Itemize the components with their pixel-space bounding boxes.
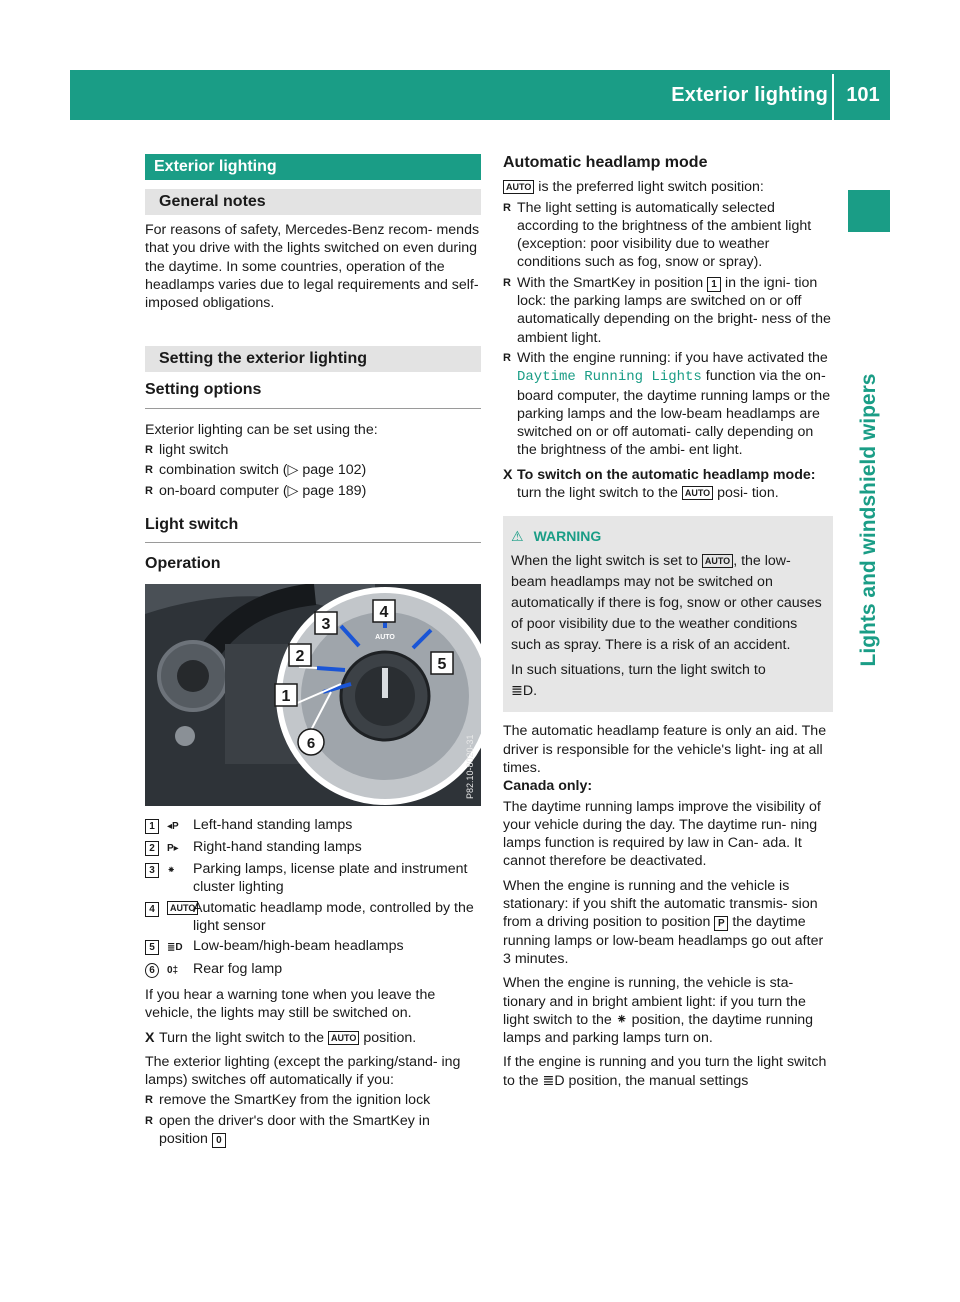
instruction-step: X Turn the light switch to the AUTO position.	[145, 1029, 481, 1047]
legend-row	[145, 860, 481, 897]
right-column	[503, 154, 833, 1090]
setting-options-heading: Setting options	[145, 381, 481, 408]
general-notes-text: For reasons of safety, Mercedes-Benz recom- mends that you drive with the lights switched on even during the daytime. In some countries, operation of the headlamps varies due to legal requirements and self-imposed obligations.	[145, 222, 480, 312]
low-beam-icon: ≣D	[167, 942, 183, 954]
legend-row	[145, 960, 481, 980]
light-switch-heading: Light switch	[145, 516, 481, 543]
warning-tone-text: If you hear a warning tone when you leave the vehicle, the lights may still be switched on.	[145, 986, 436, 1022]
canada-text: When the engine is running and the vehicle is stationary: if you shift the automatic transmis- sion from a driving position to position P the daytime running lamps or low-beam headlamps go out after 3 minutes.	[503, 877, 824, 967]
auto-off-text: The exterior lighting (except the parking/stand- ing lamps) switches off automatically if you:	[145, 1053, 461, 1089]
legend-text: Parking lamps, license plate and instrument cluster lighting	[193, 861, 468, 896]
callout-5: 5	[437, 655, 447, 673]
auto-intro: AUTO is the preferred light switch position:	[503, 178, 833, 196]
canada-text: The daytime running lamps improve the visibility of your vehicle during the day. The daytime run- ning lamps function is required by law in Can- ada. It cannot therefore be deactivated.	[503, 798, 821, 870]
legend-row	[145, 937, 481, 957]
daytime-running-lights-link[interactable]: Daytime Running Lights	[517, 369, 702, 386]
list-item: R light switch	[145, 441, 481, 459]
auto-headlamp-heading: Automatic headlamp mode	[503, 154, 708, 171]
position-one-badge: 1	[707, 277, 721, 292]
section-title: Exterior lighting	[145, 154, 481, 180]
callout-2: 2	[295, 647, 305, 665]
auto-icon: AUTO	[328, 1031, 359, 1045]
low-beam-icon: ≣D	[511, 683, 534, 700]
canada-text: If the engine is running and you turn the light switch to the ≣D position, the manual settings	[503, 1054, 827, 1089]
warning-title: ⚠ WARNING	[511, 526, 825, 547]
general-notes-heading: General notes	[145, 189, 481, 215]
page-header-title: Exterior lighting	[671, 84, 828, 106]
parking-lamp-icon: ⁕	[615, 1011, 628, 1028]
warning-text: In such situations, turn the light switch to ≣D.	[511, 662, 766, 700]
legend-row	[145, 816, 481, 836]
auto-headlamp-icon: AUTO	[167, 899, 193, 936]
side-tab	[848, 240, 890, 800]
instruction-step: X To switch on the automatic headlamp mode: turn the light switch to the AUTO posi- tion.	[503, 466, 833, 503]
legend-text: Left-hand standing lamps	[193, 816, 353, 833]
legend-number: 1	[145, 819, 159, 834]
legend-number: 6	[145, 963, 159, 978]
list-item: R on-board computer (▷ page 189)	[145, 482, 481, 500]
aid-text: The automatic headlamp feature is only an aid. The driver is responsible for the vehicle's light- ing at all times.	[503, 723, 827, 776]
parking-lamp-icon: ⁕	[167, 865, 176, 877]
right-standing-lamp-icon: P▸	[167, 842, 179, 854]
warning-triangle-icon: ⚠	[511, 528, 524, 545]
auto-icon: AUTO	[503, 180, 534, 194]
legend-row	[145, 838, 481, 858]
callout-4: 4	[379, 603, 389, 621]
left-standing-lamp-icon: ◂P	[167, 820, 179, 832]
light-switch-figure	[145, 584, 481, 806]
side-tab-label: Lights and windshield wipers	[857, 373, 880, 667]
legend-number: 2	[145, 841, 159, 856]
warning-box	[503, 516, 833, 712]
auto-icon: AUTO	[682, 486, 713, 500]
position-p-badge: P	[714, 916, 728, 931]
canada-heading: Canada only:	[503, 778, 593, 795]
left-column	[145, 154, 481, 1148]
list-item: R With the SmartKey in position 1 in the igni- tion lock: the parking lamps are switched on or off automatically depending on the bright- ness of the ambient light.	[503, 274, 833, 347]
list-item: R remove the SmartKey from the ignition lock	[145, 1091, 481, 1109]
position-zero-badge: 0	[212, 1133, 226, 1148]
setting-heading: Setting the exterior lighting	[145, 346, 481, 372]
callout-1: 1	[281, 687, 291, 705]
legend-text: Low-beam/high-beam headlamps	[193, 938, 404, 955]
rear-fog-lamp-icon: 0‡	[167, 964, 179, 976]
callout-6: 6	[306, 734, 316, 752]
list-item: R The light setting is automatically selected according to the brightness of the ambient light (exception: poor visibility due to weather conditions such as fog, snow or spray).	[503, 199, 833, 272]
canada-text: When the engine is running, the vehicle is sta- tionary and in bright ambient light: if you turn the light switch to the ⁕ position, the daytime running lamps and parking lamps turn on.	[503, 975, 814, 1047]
switch-auto-label: AUTO	[375, 633, 395, 641]
low-beam-icon: ≣D	[542, 1072, 565, 1089]
setting-intro: Exterior lighting can be set using the:	[145, 421, 378, 438]
callout-3: 3	[321, 615, 331, 633]
figure-code: P82.10-8020-31	[465, 734, 475, 799]
side-tab-marker	[848, 190, 890, 232]
legend-text: Rear fog lamp	[193, 960, 283, 977]
list-item: R With the engine running: if you have activated the Daytime Running Lights function via the on-board computer, the daytime running lamps or the parking lamps and the low-beam headlamps are switched on or off automati- cally depending on the brightness of the ambi- ent light.	[503, 349, 833, 460]
legend-row	[145, 899, 481, 936]
legend-text: Right-hand standing lamps	[193, 838, 362, 855]
legend-number: 5	[145, 940, 159, 955]
auto-icon: AUTO	[702, 554, 733, 568]
list-item: R combination switch (▷ page 102)	[145, 461, 481, 479]
page-number: 101	[846, 84, 880, 106]
warning-text: When the light switch is set to AUTO , the low- beam headlamps may not be switched on automatically if there is fog, snow or other causes of poor visibility due to the weather conditions such as spray. There is a risk of an accident.	[511, 553, 822, 654]
operation-heading: Operation	[145, 555, 221, 573]
figure-legend	[145, 816, 481, 980]
dashboard-illustration	[145, 584, 481, 806]
list-item: R open the driver's door with the SmartKey in position 0	[145, 1112, 481, 1149]
legend-number: 4	[145, 902, 159, 917]
legend-number: 3	[145, 863, 159, 878]
legend-text: Automatic headlamp mode, controlled by the light sensor	[193, 899, 474, 935]
header-divider	[832, 74, 834, 120]
